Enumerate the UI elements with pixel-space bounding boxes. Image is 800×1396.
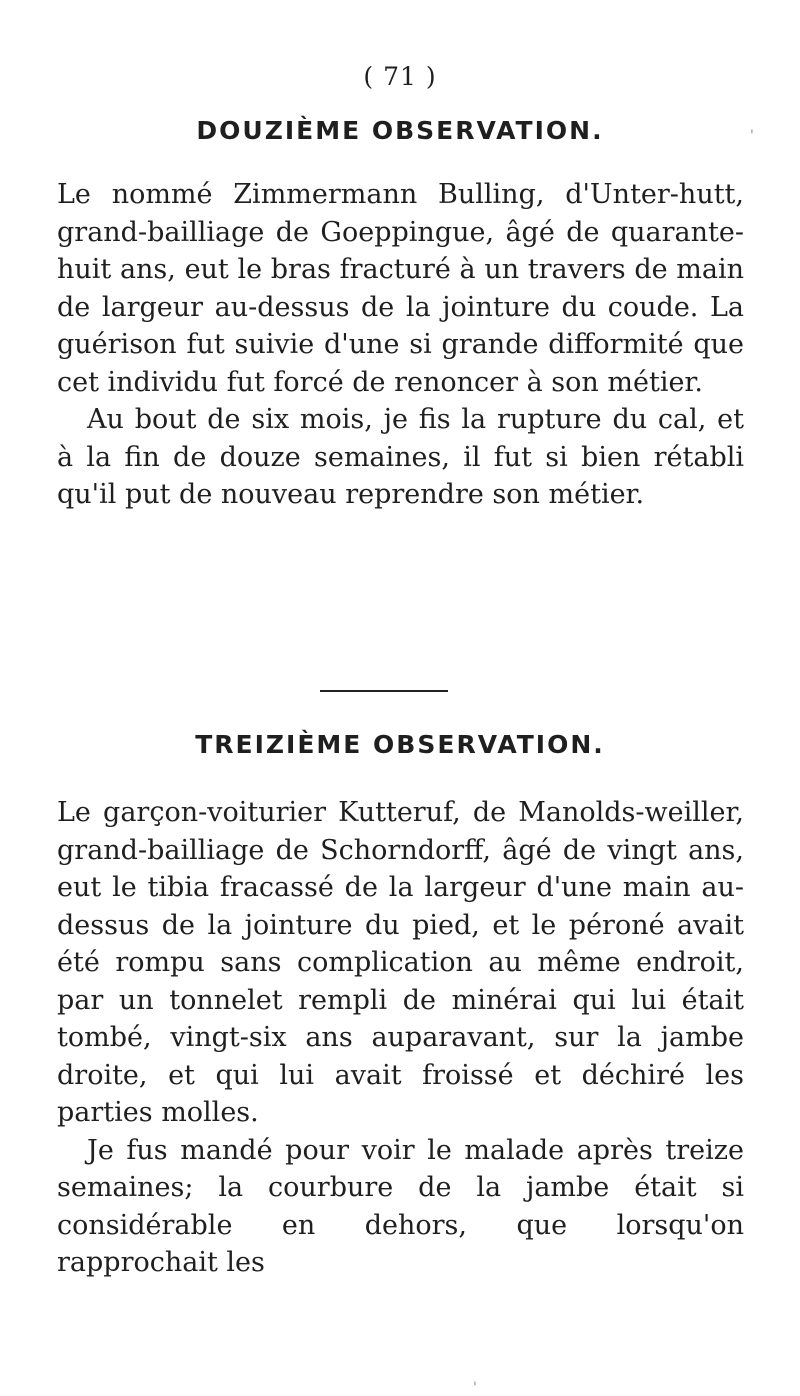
observation-12-heading: DOUZIÈME OBSERVATION. <box>196 116 604 145</box>
observation-12-paragraph-2: Au bout de six mois, je fis la rupture du cal, et à la fin de douze semaines, il fut si bien rétabli qu'il put de nouveau reprendre son métier. <box>57 404 744 510</box>
observation-13-paragraph-2: Je fus mandé pour voir le malade après treize semaines; la courbure de la jambe était si considérable en dehors, que lorsqu'on rapprochait les <box>57 1134 744 1278</box>
observation-13-text <box>57 794 744 1282</box>
observation-13-paragraph-1: Le garçon-voiturier Kutteruf, de Manolds-weiller, grand-bailliage de Schorndorff, âgé de vingt ans, eut le tibia fracassé de la largeur d'une main au-dessus de la jointure du pied, et le péroné avait été rompu sans complication au même endroit, par un tonnelet rempli de minérai qui lui était tombé, vingt-six ans auparavant, sur la jambe droite, et qui lui avait froissé et déchiré les parties molles. <box>57 797 744 1128</box>
observation-12-text <box>57 176 744 514</box>
observation-12-paragraph-1: Le nommé Zimmermann Bulling, d'Unter-hutt, grand-bailliage de Goeppingue, âgé de quarante-huit ans, eut le bras fracturé à un travers de main de largeur au-dessus de la jointure du coude. La guérison fut suivie d'une si grande difformité que cet individu fut forcé de renoncer à son métier. <box>57 179 744 398</box>
margin-mark: ' <box>750 128 754 144</box>
observation-13-heading: TREIZIÈME OBSERVATION. <box>195 730 605 759</box>
section-divider <box>320 690 448 692</box>
page-number: ( 71 ) <box>363 62 437 91</box>
bottom-mark: ' <box>473 1380 477 1396</box>
